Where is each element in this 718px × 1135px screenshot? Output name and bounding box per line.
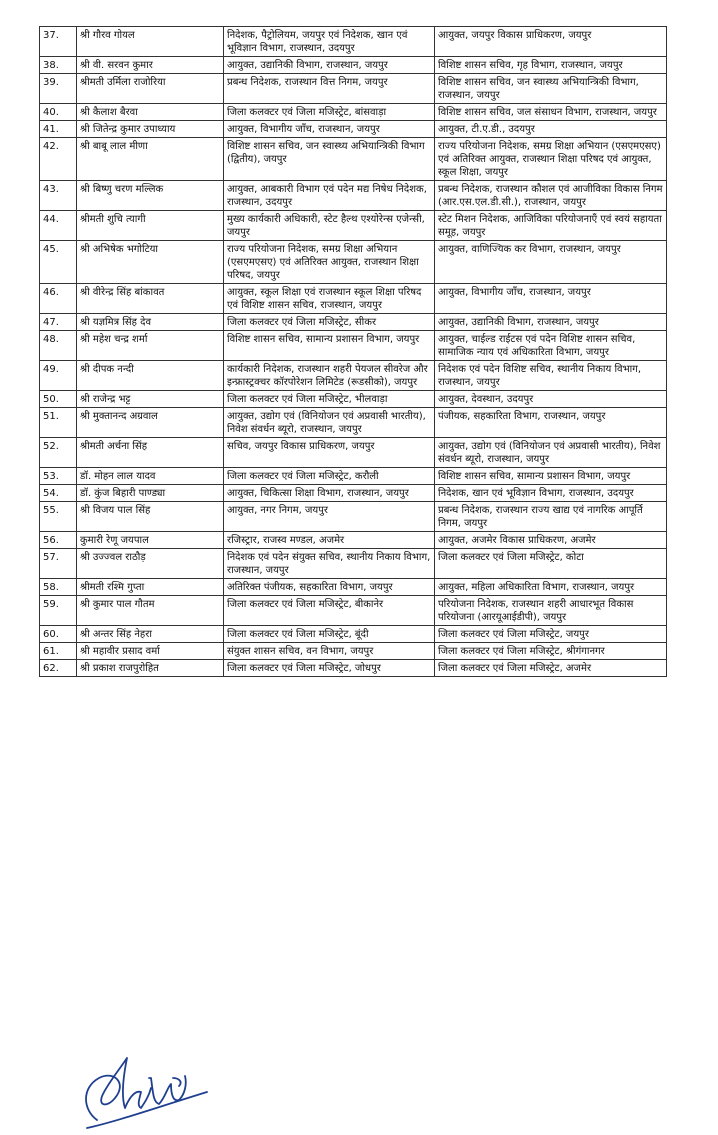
table-row (40, 391, 667, 408)
table-row (40, 502, 667, 532)
current-posting-cell: जिला कलक्टर एवं जिला मजिस्ट्रेट, बांसवाड़ा (224, 104, 435, 121)
serial-number-cell: 46. (40, 284, 77, 314)
table-row (40, 181, 667, 211)
officer-name-cell: श्री दीपक नन्दी (77, 361, 224, 391)
current-posting-cell: मुख्य कार्यकारी अधिकारी, स्टेट हैल्थ एश्योरेन्स एजेन्सी, जयपुर (224, 211, 435, 241)
table-row (40, 284, 667, 314)
serial-number-cell: 51. (40, 408, 77, 438)
table-row (40, 626, 667, 643)
serial-number-cell: 44. (40, 211, 77, 241)
table-row (40, 27, 667, 57)
table-row (40, 361, 667, 391)
table-row (40, 485, 667, 502)
table-row (40, 314, 667, 331)
serial-number-cell: 43. (40, 181, 77, 211)
current-posting-cell: विशिष्ट शासन सचिव, जन स्वास्थ्य अभियान्त्रिकी विभाग (द्वितीय), जयपुर (224, 138, 435, 181)
new-posting-cell: प्रबन्ध निदेशक, राजस्थान कौशल एवं आजीविका विकास निगम (आर.एस.एल.डी.सी.), राजस्थान, जयपुर (435, 181, 667, 211)
new-posting-cell: आयुक्त, देवस्थान, उदयपुर (435, 391, 667, 408)
current-posting-cell: जिला कलक्टर एवं जिला मजिस्ट्रेट, बूंदी (224, 626, 435, 643)
serial-number-cell: 45. (40, 241, 77, 284)
new-posting-cell: आयुक्त, विभागीय जाँच, राजस्थान, जयपुर (435, 284, 667, 314)
new-posting-cell: प्रबन्ध निदेशक, राजस्थान राज्य खाद्य एवं नागरिक आपूर्ति निगम, जयपुर (435, 502, 667, 532)
new-posting-cell: राज्य परियोजना निदेशक, समग्र शिक्षा अभियान (एसएमएसए) एवं अतिरिक्त आयुक्त, राजस्थान शिक्षा परिषद एवं आयुक्त, स्कूल शिक्षा, जयपुर (435, 138, 667, 181)
current-posting-cell: राज्य परियोजना निदेशक, समग्र शिक्षा अभियान (एसएमएसए) एवं अतिरिक्त आयुक्त, राजस्थान शिक्षा परिषद, जयपुर (224, 241, 435, 284)
table-row (40, 211, 667, 241)
officer-name-cell: श्रीमती अर्चना सिंह (77, 438, 224, 468)
new-posting-cell: आयुक्त, चाईल्ड राईटस एवं पदेन विशिष्ट शासन सचिव, सामाजिक न्याय एवं अधिकारिता विभाग, जयपुर (435, 331, 667, 361)
table-row (40, 532, 667, 549)
officer-name-cell: श्री अभिषेक भगोटिया (77, 241, 224, 284)
current-posting-cell: जिला कलक्टर एवं जिला मजिस्ट्रेट, जोधपुर (224, 660, 435, 677)
officer-name-cell: श्री गौरव गोयल (77, 27, 224, 57)
table-row (40, 121, 667, 138)
serial-number-cell: 41. (40, 121, 77, 138)
officer-name-cell: श्रीमती शुचि त्यागी (77, 211, 224, 241)
officer-name-cell: श्री अन्तर सिंह नेहरा (77, 626, 224, 643)
officer-name-cell: श्री जितेन्द्र कुमार उपाध्याय (77, 121, 224, 138)
new-posting-cell: आयुक्त, अजमेर विकास प्राधिकरण, अजमेर (435, 532, 667, 549)
current-posting-cell: सचिव, जयपुर विकास प्राधिकरण, जयपुर (224, 438, 435, 468)
new-posting-cell: आयुक्त, वाणिज्यिक कर विभाग, राजस्थान, जयपुर (435, 241, 667, 284)
officer-name-cell: श्री यज्ञमित्र सिंह देव (77, 314, 224, 331)
serial-number-cell: 53. (40, 468, 77, 485)
officer-name-cell: श्री वीरेन्द्र सिंह बांकावत (77, 284, 224, 314)
serial-number-cell: 50. (40, 391, 77, 408)
serial-number-cell: 49. (40, 361, 77, 391)
officer-name-cell: श्री कैलाश बैरवा (77, 104, 224, 121)
officer-name-cell: श्री कुमार पाल गौतम (77, 596, 224, 626)
current-posting-cell: जिला कलक्टर एवं जिला मजिस्ट्रेट, भीलवाड़ा (224, 391, 435, 408)
serial-number-cell: 57. (40, 549, 77, 579)
table-row (40, 241, 667, 284)
current-posting-cell: आयुक्त, चिकित्सा शिक्षा विभाग, राजस्थान, जयपुर (224, 485, 435, 502)
current-posting-cell: निदेशक, पैट्रोलियम, जयपुर एवं निदेशक, खान एवं भूविज्ञान विभाग, राजस्थान, उदयपुर (224, 27, 435, 57)
serial-number-cell: 42. (40, 138, 77, 181)
serial-number-cell: 56. (40, 532, 77, 549)
officer-name-cell: श्री राजेन्द्र भट्ट (77, 391, 224, 408)
table-row (40, 408, 667, 438)
table-row (40, 438, 667, 468)
new-posting-cell: विशिष्ट शासन सचिव, गृह विभाग, राजस्थान, जयपुर (435, 57, 667, 74)
current-posting-cell: आयुक्त, नगर निगम, जयपुर (224, 502, 435, 532)
officer-name-cell: श्री बाबू लाल मीणा (77, 138, 224, 181)
officer-name-cell: कुमारी रेणू जयपाल (77, 532, 224, 549)
serial-number-cell: 47. (40, 314, 77, 331)
table-row (40, 74, 667, 104)
officer-name-cell: डॉ. मोहन लाल यादव (77, 468, 224, 485)
table-row (40, 468, 667, 485)
officer-name-cell: श्रीमती रश्मि गुप्ता (77, 579, 224, 596)
new-posting-cell: विशिष्ट शासन सचिव, सामान्य प्रशासन विभाग, जयपुर (435, 468, 667, 485)
new-posting-cell: परियोजना निदेशक, राजस्थान शहरी आधारभूत विकास परियोजना (आरयूआईडीपी), जयपुर (435, 596, 667, 626)
current-posting-cell: जिला कलक्टर एवं जिला मजिस्ट्रेट, सीकर (224, 314, 435, 331)
new-posting-cell: जिला कलक्टर एवं जिला मजिस्ट्रेट, अजमेर (435, 660, 667, 677)
current-posting-cell: निदेशक एवं पदेन संयुक्त सचिव, स्थानीय निकाय विभाग, राजस्थान, जयपुर (224, 549, 435, 579)
new-posting-cell: आयुक्त, टी.ए.डी., उदयपुर (435, 121, 667, 138)
new-posting-cell: निदेशक, खान एवं भूविज्ञान विभाग, राजस्थान, उदयपुर (435, 485, 667, 502)
officer-name-cell: डॉ. कुंज बिहारी पाण्ड्या (77, 485, 224, 502)
current-posting-cell: प्रबन्ध निदेशक, राजस्थान वित्त निगम, जयपुर (224, 74, 435, 104)
officer-name-cell: श्री मुक्तानन्द अग्रवाल (77, 408, 224, 438)
table-row (40, 643, 667, 660)
current-posting-cell: आयुक्त, आबकारी विभाग एवं पदेन मद्य निषेध निदेशक, राजस्थान, उदयपुर (224, 181, 435, 211)
table-row (40, 579, 667, 596)
table-row (40, 57, 667, 74)
new-posting-cell: जिला कलक्टर एवं जिला मजिस्ट्रेट, जयपुर (435, 626, 667, 643)
serial-number-cell: 39. (40, 74, 77, 104)
table-row (40, 549, 667, 579)
serial-number-cell: 58. (40, 579, 77, 596)
table-row (40, 596, 667, 626)
officer-name-cell: श्री विजय पाल सिंह (77, 502, 224, 532)
officer-name-cell: श्रीमती उर्मिला राजोरिया (77, 74, 224, 104)
officer-name-cell: श्री प्रकाश राजपुरोहित (77, 660, 224, 677)
table-row (40, 660, 667, 677)
officer-name-cell: श्री महावीर प्रसाद वर्मा (77, 643, 224, 660)
serial-number-cell: 48. (40, 331, 77, 361)
current-posting-cell: जिला कलक्टर एवं जिला मजिस्ट्रेट, बीकानेर (224, 596, 435, 626)
serial-number-cell: 59. (40, 596, 77, 626)
serial-number-cell: 55. (40, 502, 77, 532)
new-posting-cell: जिला कलक्टर एवं जिला मजिस्ट्रेट, श्रीगंगानगर (435, 643, 667, 660)
new-posting-cell: आयुक्त, जयपुर विकास प्राधिकरण, जयपुर (435, 27, 667, 57)
new-posting-cell: आयुक्त, उद्योग एवं (विनियोजन एवं अप्रवासी भारतीय), निवेश संवर्धन ब्यूरो, राजस्थान, जयपुर (435, 438, 667, 468)
current-posting-cell: कार्यकारी निदेशक, राजस्थान शहरी पेयजल सीवरेज और इन्फ्रास्ट्रक्चर कॉरपोरेशन लिमिटेड (रूडसीको), जयपुर (224, 361, 435, 391)
current-posting-cell: अतिरिक्त पंजीयक, सहकारिता विभाग, जयपुर (224, 579, 435, 596)
table-body (40, 27, 667, 677)
serial-number-cell: 38. (40, 57, 77, 74)
officer-name-cell: श्री बिष्णु चरण मल्लिक (77, 181, 224, 211)
new-posting-cell: आयुक्त, महिला अधिकारिता विभाग, राजस्थान, जयपुर (435, 579, 667, 596)
new-posting-cell: विशिष्ट शासन सचिव, जल संसाधन विभाग, राजस्थान, जयपुर (435, 104, 667, 121)
current-posting-cell: रजिस्ट्रार, राजस्व मण्डल, अजमेर (224, 532, 435, 549)
officer-name-cell: श्री उज्ज्वल राठौड़ (77, 549, 224, 579)
new-posting-cell: जिला कलक्टर एवं जिला मजिस्ट्रेट, कोटा (435, 549, 667, 579)
current-posting-cell: आयुक्त, उद्योग एवं (विनियोजन एवं अप्रवासी भारतीय), निवेश संवर्धन ब्यूरो, राजस्थान, जयपुर (224, 408, 435, 438)
serial-number-cell: 37. (40, 27, 77, 57)
serial-number-cell: 60. (40, 626, 77, 643)
transfer-posting-table (39, 26, 667, 677)
current-posting-cell: जिला कलक्टर एवं जिला मजिस्ट्रेट, करौली (224, 468, 435, 485)
table-row (40, 331, 667, 361)
serial-number-cell: 61. (40, 643, 77, 660)
new-posting-cell: आयुक्त, उद्यानिकी विभाग, राजस्थान, जयपुर (435, 314, 667, 331)
handwritten-signature (75, 1048, 215, 1130)
serial-number-cell: 62. (40, 660, 77, 677)
current-posting-cell: आयुक्त, स्कूल शिक्षा एवं राजस्थान स्कूल शिक्षा परिषद एवं विशिष्ट शासन सचिव, राजस्थान, जयपुर (224, 284, 435, 314)
new-posting-cell: विशिष्ट शासन सचिव, जन स्वास्थ्य अभियान्त्रिकी विभाग, राजस्थान, जयपुर (435, 74, 667, 104)
new-posting-cell: निदेशक एवं पदेन विशिष्ट सचिव, स्थानीय निकाय विभाग, राजस्थान, जयपुर (435, 361, 667, 391)
current-posting-cell: आयुक्त, विभागीय जाँच, राजस्थान, जयपुर (224, 121, 435, 138)
table-row (40, 104, 667, 121)
new-posting-cell: पंजीयक, सहकारिता विभाग, राजस्थान, जयपुर (435, 408, 667, 438)
officer-name-cell: श्री वी. सरवन कुमार (77, 57, 224, 74)
current-posting-cell: आयुक्त, उद्यानिकी विभाग, राजस्थान, जयपुर (224, 57, 435, 74)
current-posting-cell: संयुक्त शासन सचिव, वन विभाग, जयपुर (224, 643, 435, 660)
serial-number-cell: 52. (40, 438, 77, 468)
serial-number-cell: 54. (40, 485, 77, 502)
table-row (40, 138, 667, 181)
new-posting-cell: स्टेट मिशन निदेशक, आजिविका परियोजनाएँ एवं स्वयं सहायता समूह, जयपुर (435, 211, 667, 241)
serial-number-cell: 40. (40, 104, 77, 121)
officer-name-cell: श्री महेश चन्द्र शर्मा (77, 331, 224, 361)
current-posting-cell: विशिष्ट शासन सचिव, सामान्य प्रशासन विभाग, जयपुर (224, 331, 435, 361)
